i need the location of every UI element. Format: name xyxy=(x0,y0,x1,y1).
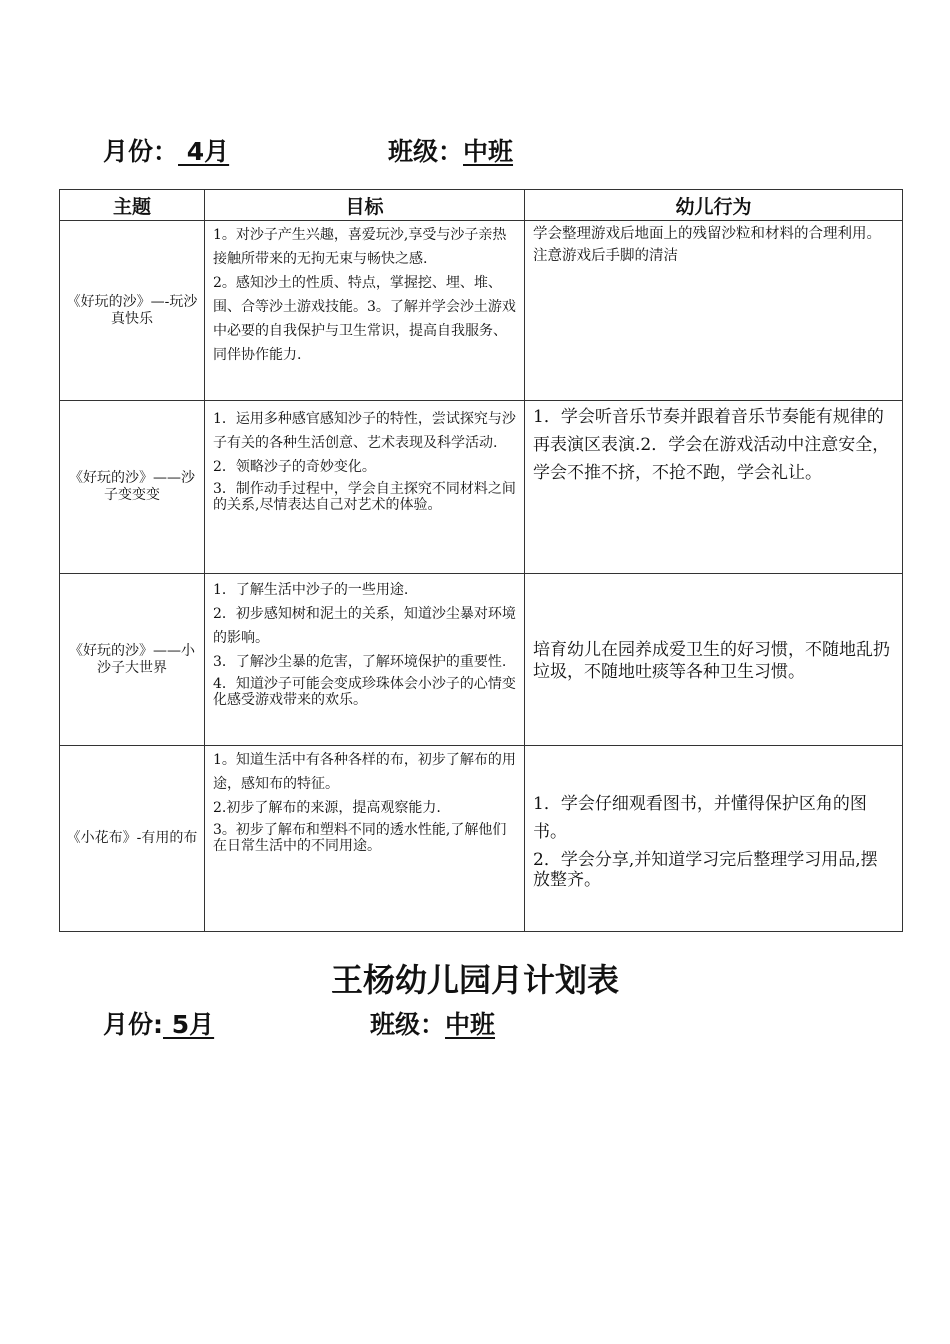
behavior-item: 1．学会听音乐节奏并跟着音乐节奏能有规律的再表演区表演.2．学会在游戏活动中注意安全，学会不推不挤，不抢不跑，学会礼让。 xyxy=(533,407,890,483)
month-value: 5月 xyxy=(163,1010,215,1039)
month-field-april xyxy=(103,132,229,168)
behavior-item: 2．学会分享,并知道学习完后整理学习用品,摆放整齐。 xyxy=(533,849,878,890)
class-label: 班级： xyxy=(370,1010,446,1039)
goal-item: 2．领略沙子的奇妙变化。 xyxy=(213,459,376,475)
theme-cell: 《好玩的沙》—-玩沙真快乐 xyxy=(60,221,205,401)
behavior-item: 培育幼儿在园养成爱卫生的好习惯，不随地乱扔垃圾，不随地吐痰等各种卫生习惯。 xyxy=(533,639,890,682)
theme-cell: 《好玩的沙》——小沙子大世界 xyxy=(60,574,205,746)
goal-item: 1。知道生活中有各种各样的布，初步了解布的用途，感知布的特征。 xyxy=(213,752,516,792)
class-value: 中班 xyxy=(445,1010,496,1039)
goals-cell xyxy=(205,574,525,746)
goals-cell xyxy=(205,746,525,932)
page-title: 王杨幼儿园月计划表 xyxy=(330,961,619,999)
class-label: 班级： xyxy=(388,137,464,166)
theme-cell: 《小花布》-有用的布 xyxy=(60,746,205,932)
monthly-plan-table xyxy=(59,189,903,932)
table-row xyxy=(60,746,903,932)
col-header-behavior: 幼儿行为 xyxy=(525,190,903,221)
table-row xyxy=(60,401,903,574)
month-label: 月份： xyxy=(103,137,179,166)
goal-item: 3．制作动手过程中，学会自主探究不同材料之间的关系,尽情表达自己对艺术的体验。 xyxy=(213,481,516,513)
class-field-1 xyxy=(388,132,513,168)
goal-item: 2。感知沙土的性质、特点，掌握挖、埋、堆、围、合等沙土游戏技能。3。了解并学会沙土游戏中必要的自我保护与卫生常识，提高自我服务、同伴协作能力. xyxy=(213,275,516,363)
behavior-cell xyxy=(525,221,903,401)
goals-cell xyxy=(205,221,525,401)
behavior-cell xyxy=(525,746,903,932)
month-label: 月份: xyxy=(103,1010,163,1039)
theme-cell: 《好玩的沙》——沙子变变变 xyxy=(60,401,205,574)
behavior-cell xyxy=(525,574,903,746)
goal-item: 3．了解沙尘暴的危害，了解环境保护的重要性. xyxy=(213,654,507,670)
goal-item: 2.初步了解布的来源，提高观察能力. xyxy=(213,800,441,816)
col-header-goals: 目标 xyxy=(205,190,525,221)
table-header-row xyxy=(60,190,903,221)
goal-item: 2．初步感知树和泥土的关系，知道沙尘暴对环境的影响。 xyxy=(213,606,516,646)
month-value: 4月 xyxy=(178,137,230,166)
goal-item: 4．知道沙子可能会变成珍珠体会小沙子的心情变化感受游戏带来的欢乐。 xyxy=(213,676,516,708)
goal-item: 1。对沙子产生兴趣，喜爱玩沙,享受与沙子亲热接触所带来的无拘无束与畅快之感. xyxy=(213,227,507,267)
goal-item: 1．了解生活中沙子的一些用途. xyxy=(213,582,409,598)
behavior-item: 学会整理游戏后地面上的残留沙粒和材料的合理利用。注意游戏后手脚的清洁 xyxy=(533,226,881,264)
goals-cell xyxy=(205,401,525,574)
table-row xyxy=(60,574,903,746)
class-field-2 xyxy=(370,1005,495,1041)
month-field-may xyxy=(103,1005,214,1041)
behavior-cell xyxy=(525,401,903,574)
table-row xyxy=(60,221,903,401)
goal-item: 3。初步了解布和塑料不同的透水性能,了解他们在日常生活中的不同用途。 xyxy=(213,822,507,854)
goal-item: 1．运用多种感官感知沙子的特性，尝试探究与沙子有关的各种生活创意、艺术表现及科学活动. xyxy=(213,411,516,451)
col-header-theme: 主题 xyxy=(60,190,205,221)
behavior-item: 1．学会仔细观看图书，并懂得保护区角的图书。 xyxy=(533,793,867,842)
class-value: 中班 xyxy=(463,137,514,166)
